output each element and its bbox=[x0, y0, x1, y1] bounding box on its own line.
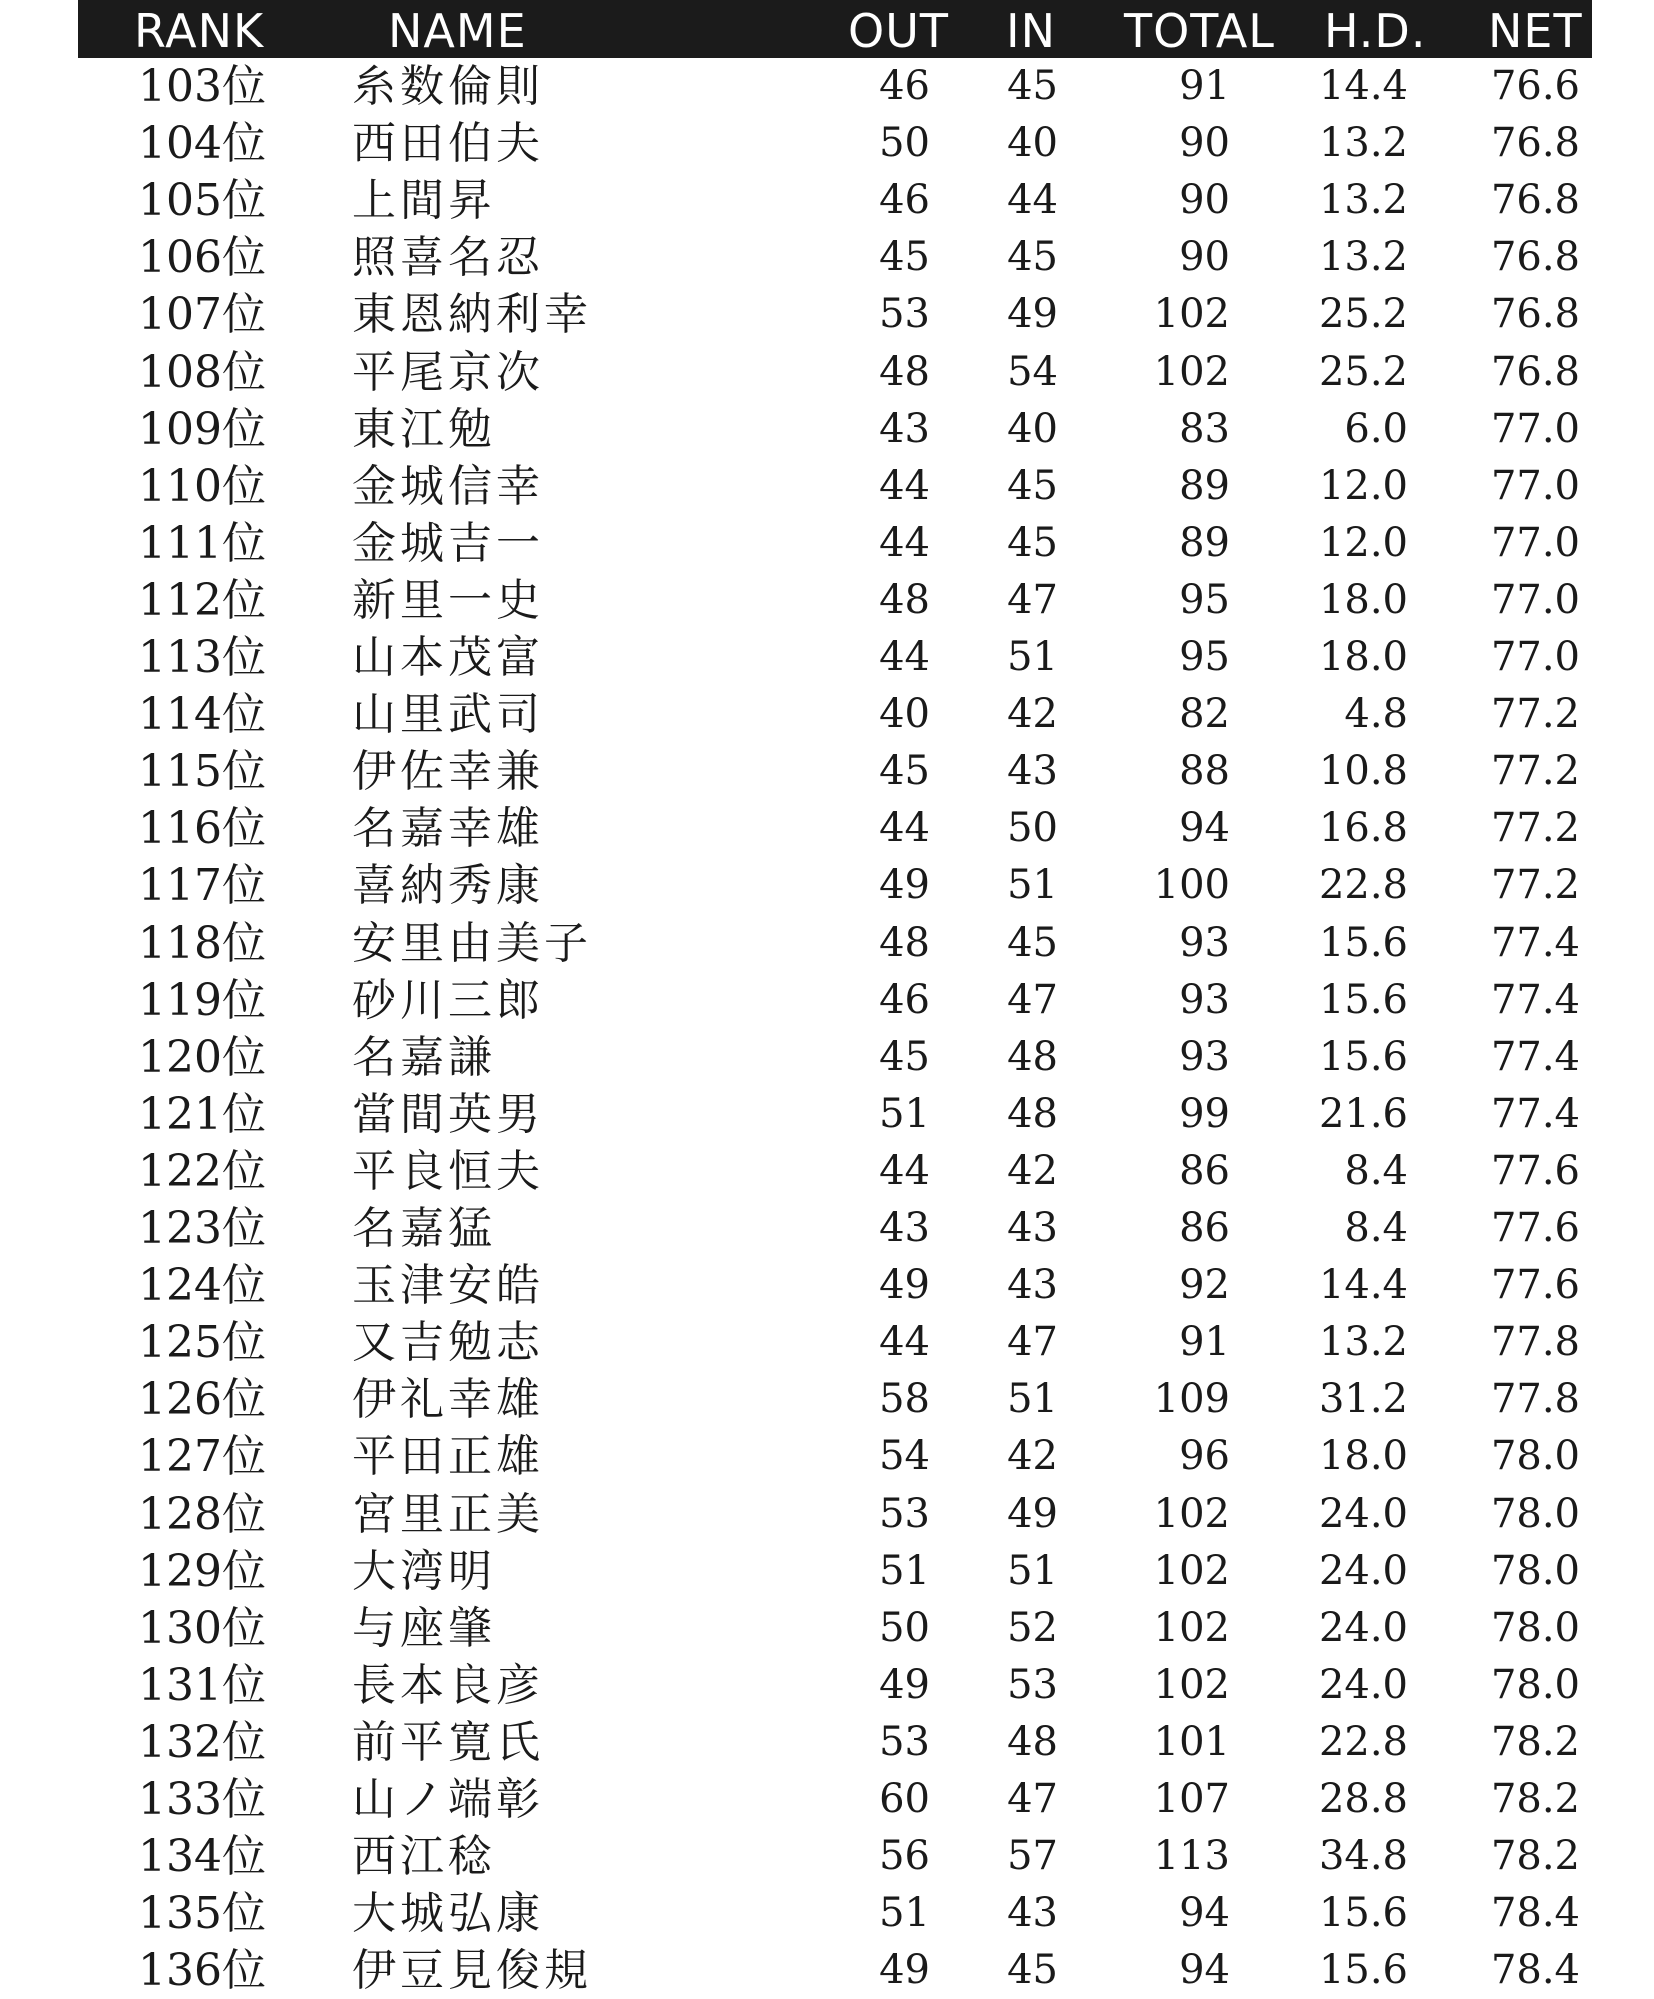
hd-cell: 24.0 bbox=[1318, 1604, 1408, 1651]
rank-cell: 129位 bbox=[138, 1545, 266, 1597]
out-cell: 48 bbox=[879, 348, 930, 395]
table-row bbox=[0, 515, 1654, 572]
name-cell: 大湾明 bbox=[352, 1545, 496, 1597]
in-cell: 45 bbox=[1007, 234, 1058, 281]
out-cell: 50 bbox=[879, 120, 930, 167]
hd-cell: 18.0 bbox=[1318, 634, 1408, 680]
total-cell: 93 bbox=[1179, 1033, 1230, 1080]
total-cell: 102 bbox=[1153, 291, 1230, 338]
total-cell: 94 bbox=[1179, 1947, 1230, 1994]
out-cell: 45 bbox=[879, 234, 930, 281]
in-cell: 45 bbox=[1007, 519, 1058, 566]
table-row bbox=[0, 401, 1654, 458]
net-cell: 76.8 bbox=[1490, 234, 1580, 281]
in-cell: 47 bbox=[1007, 1776, 1058, 1822]
total-cell: 82 bbox=[1179, 691, 1230, 738]
table-row bbox=[0, 857, 1654, 914]
hd-cell: 8.4 bbox=[1344, 1205, 1408, 1251]
hd-cell: 14.4 bbox=[1318, 63, 1408, 109]
total-cell: 92 bbox=[1179, 1262, 1230, 1309]
total-cell: 91 bbox=[1179, 1319, 1230, 1366]
in-cell: 45 bbox=[1007, 919, 1058, 966]
hd-cell: 12.0 bbox=[1318, 462, 1408, 509]
out-cell: 51 bbox=[879, 1547, 930, 1594]
total-cell: 83 bbox=[1179, 405, 1230, 452]
hd-cell: 24.0 bbox=[1318, 1547, 1408, 1594]
total-cell: 102 bbox=[1153, 1490, 1230, 1537]
net-cell: 78.4 bbox=[1490, 1947, 1580, 1994]
out-cell: 44 bbox=[879, 462, 930, 509]
name-cell: 山里武司 bbox=[352, 689, 544, 741]
total-cell: 102 bbox=[1153, 1547, 1230, 1594]
rank-cell: 123位 bbox=[138, 1203, 266, 1254]
out-cell: 49 bbox=[879, 862, 930, 909]
net-cell: 77.2 bbox=[1490, 748, 1580, 795]
in-cell: 51 bbox=[1007, 1547, 1058, 1594]
out-cell: 46 bbox=[879, 63, 930, 109]
table-header bbox=[78, 0, 1592, 58]
rank-cell: 126位 bbox=[138, 1374, 266, 1426]
table-row bbox=[0, 743, 1654, 800]
in-cell: 42 bbox=[1007, 691, 1058, 738]
table-row bbox=[0, 1314, 1654, 1371]
out-cell: 54 bbox=[879, 1433, 930, 1480]
in-cell: 45 bbox=[1007, 1947, 1058, 1994]
table-row bbox=[0, 1828, 1654, 1885]
net-cell: 77.0 bbox=[1490, 462, 1580, 509]
in-cell: 42 bbox=[1007, 1147, 1058, 1194]
name-cell: 伊豆見俊規 bbox=[352, 1945, 592, 1997]
hd-cell: 14.4 bbox=[1318, 1262, 1408, 1309]
name-cell: 東恩納利幸 bbox=[352, 289, 592, 341]
in-cell: 57 bbox=[1007, 1833, 1058, 1880]
net-cell: 77.8 bbox=[1490, 1319, 1580, 1366]
name-cell: 平尾京次 bbox=[352, 346, 544, 398]
net-cell: 77.0 bbox=[1490, 519, 1580, 566]
name-cell: 名嘉謙 bbox=[352, 1031, 496, 1083]
net-cell: 78.0 bbox=[1490, 1661, 1580, 1708]
rank-cell: 110位 bbox=[138, 460, 266, 512]
in-cell: 52 bbox=[1007, 1604, 1058, 1651]
rank-cell: 135位 bbox=[138, 1888, 266, 1940]
net-cell: 77.0 bbox=[1490, 576, 1580, 623]
net-cell: 78.2 bbox=[1490, 1718, 1580, 1765]
net-cell: 78.2 bbox=[1490, 1833, 1580, 1880]
total-cell: 95 bbox=[1179, 576, 1230, 623]
table-row bbox=[0, 972, 1654, 1029]
name-cell: 与座肇 bbox=[352, 1602, 496, 1654]
out-cell: 56 bbox=[879, 1833, 930, 1880]
hd-cell: 24.0 bbox=[1318, 1661, 1408, 1708]
net-cell: 78.0 bbox=[1490, 1604, 1580, 1651]
table-row bbox=[0, 1885, 1654, 1942]
total-cell: 86 bbox=[1179, 1147, 1230, 1194]
total-cell: 113 bbox=[1153, 1833, 1230, 1880]
in-cell: 47 bbox=[1007, 1319, 1058, 1366]
rank-cell: 112位 bbox=[138, 574, 266, 626]
in-cell: 47 bbox=[1007, 576, 1058, 623]
in-cell: 48 bbox=[1007, 1033, 1058, 1080]
in-cell: 51 bbox=[1007, 1376, 1058, 1423]
out-cell: 44 bbox=[879, 1319, 930, 1366]
hd-cell: 12.0 bbox=[1318, 519, 1408, 566]
total-cell: 94 bbox=[1179, 1890, 1230, 1937]
rank-cell: 130位 bbox=[138, 1602, 266, 1654]
in-cell: 50 bbox=[1007, 805, 1058, 852]
hd-cell: 8.4 bbox=[1344, 1147, 1408, 1194]
in-cell: 43 bbox=[1007, 1890, 1058, 1937]
rank-cell: 120位 bbox=[138, 1031, 266, 1083]
net-cell: 76.8 bbox=[1490, 120, 1580, 167]
out-cell: 46 bbox=[879, 177, 930, 224]
hd-cell: 13.2 bbox=[1318, 1319, 1408, 1366]
net-cell: 77.2 bbox=[1490, 691, 1580, 738]
in-cell: 45 bbox=[1007, 63, 1058, 109]
header-hd: H.D. bbox=[1324, 4, 1427, 58]
total-cell: 90 bbox=[1179, 177, 1230, 224]
name-cell: 前平寛氏 bbox=[352, 1716, 544, 1768]
out-cell: 58 bbox=[879, 1376, 930, 1423]
out-cell: 43 bbox=[879, 1205, 930, 1251]
name-cell: 長本良彦 bbox=[352, 1659, 544, 1711]
in-cell: 49 bbox=[1007, 291, 1058, 338]
name-cell: 玉津安皓 bbox=[352, 1260, 544, 1312]
total-cell: 93 bbox=[1179, 919, 1230, 966]
out-cell: 53 bbox=[879, 1718, 930, 1765]
table-row bbox=[0, 1086, 1654, 1143]
net-cell: 78.4 bbox=[1490, 1890, 1580, 1937]
out-cell: 44 bbox=[879, 519, 930, 566]
net-cell: 77.4 bbox=[1490, 919, 1580, 966]
net-cell: 77.2 bbox=[1490, 862, 1580, 909]
hd-cell: 15.6 bbox=[1318, 919, 1408, 966]
table-row bbox=[0, 1942, 1654, 1999]
total-cell: 90 bbox=[1179, 120, 1230, 167]
hd-cell: 18.0 bbox=[1318, 576, 1408, 623]
hd-cell: 10.8 bbox=[1318, 748, 1408, 795]
rank-cell: 107位 bbox=[138, 289, 266, 341]
in-cell: 53 bbox=[1007, 1661, 1058, 1708]
rank-cell: 115位 bbox=[138, 746, 266, 798]
name-cell: 宮里正美 bbox=[352, 1488, 544, 1540]
name-cell: 西江稔 bbox=[352, 1831, 496, 1883]
name-cell: 西田伯夫 bbox=[352, 118, 544, 170]
out-cell: 45 bbox=[879, 748, 930, 795]
net-cell: 76.8 bbox=[1490, 348, 1580, 395]
net-cell: 77.6 bbox=[1490, 1147, 1580, 1194]
table-row bbox=[0, 572, 1654, 629]
name-cell: 金城信幸 bbox=[352, 460, 544, 512]
total-cell: 96 bbox=[1179, 1433, 1230, 1480]
hd-cell: 13.2 bbox=[1318, 120, 1408, 167]
hd-cell: 25.2 bbox=[1318, 348, 1408, 395]
rank-cell: 109位 bbox=[138, 403, 266, 455]
table-row bbox=[0, 1600, 1654, 1657]
hd-cell: 15.6 bbox=[1318, 1890, 1408, 1937]
name-cell: 山ノ端彰 bbox=[352, 1774, 544, 1825]
out-cell: 49 bbox=[879, 1947, 930, 1994]
header-in: IN bbox=[1006, 4, 1056, 58]
out-cell: 46 bbox=[879, 976, 930, 1023]
table-row bbox=[0, 1486, 1654, 1543]
out-cell: 44 bbox=[879, 1147, 930, 1194]
net-cell: 77.6 bbox=[1490, 1262, 1580, 1309]
name-cell: 金城吉一 bbox=[352, 517, 544, 569]
net-cell: 78.2 bbox=[1490, 1776, 1580, 1822]
name-cell: 當間英男 bbox=[352, 1088, 544, 1140]
header-out: OUT bbox=[848, 4, 949, 58]
rank-cell: 125位 bbox=[138, 1317, 266, 1369]
table-row bbox=[0, 686, 1654, 743]
net-cell: 77.4 bbox=[1490, 1033, 1580, 1080]
table-row bbox=[0, 915, 1654, 972]
out-cell: 43 bbox=[879, 405, 930, 452]
out-cell: 44 bbox=[879, 634, 930, 680]
out-cell: 48 bbox=[879, 576, 930, 623]
out-cell: 49 bbox=[879, 1661, 930, 1708]
hd-cell: 25.2 bbox=[1318, 291, 1408, 338]
in-cell: 51 bbox=[1007, 634, 1058, 680]
name-cell: 上間昇 bbox=[352, 175, 496, 227]
in-cell: 43 bbox=[1007, 1262, 1058, 1309]
rank-cell: 103位 bbox=[138, 61, 266, 112]
table-row bbox=[0, 1257, 1654, 1314]
in-cell: 48 bbox=[1007, 1090, 1058, 1137]
out-cell: 51 bbox=[879, 1090, 930, 1137]
total-cell: 107 bbox=[1153, 1776, 1230, 1822]
rank-cell: 104位 bbox=[138, 118, 266, 170]
table-row bbox=[0, 458, 1654, 515]
hd-cell: 34.8 bbox=[1318, 1833, 1408, 1880]
header-name: NAME bbox=[388, 4, 527, 58]
rank-cell: 131位 bbox=[138, 1659, 266, 1711]
rank-cell: 124位 bbox=[138, 1260, 266, 1312]
rank-cell: 119位 bbox=[138, 974, 266, 1026]
table-row bbox=[0, 229, 1654, 286]
table-row bbox=[0, 1371, 1654, 1428]
net-cell: 78.0 bbox=[1490, 1547, 1580, 1594]
out-cell: 40 bbox=[879, 691, 930, 738]
hd-cell: 13.2 bbox=[1318, 177, 1408, 224]
hd-cell: 6.0 bbox=[1344, 405, 1408, 452]
in-cell: 44 bbox=[1007, 177, 1058, 224]
hd-cell: 15.6 bbox=[1318, 976, 1408, 1023]
hd-cell: 21.6 bbox=[1318, 1090, 1408, 1137]
hd-cell: 15.6 bbox=[1318, 1947, 1408, 1994]
total-cell: 93 bbox=[1179, 976, 1230, 1023]
total-cell: 100 bbox=[1153, 862, 1230, 909]
net-cell: 78.0 bbox=[1490, 1433, 1580, 1480]
in-cell: 47 bbox=[1007, 976, 1058, 1023]
rank-cell: 111位 bbox=[138, 517, 266, 569]
name-cell: 山本茂富 bbox=[352, 632, 544, 683]
name-cell: 又吉勉志 bbox=[352, 1317, 544, 1369]
total-cell: 86 bbox=[1179, 1205, 1230, 1251]
name-cell: 伊礼幸雄 bbox=[352, 1374, 544, 1426]
rank-cell: 116位 bbox=[138, 803, 266, 855]
total-cell: 102 bbox=[1153, 348, 1230, 395]
name-cell: 新里一史 bbox=[352, 574, 544, 626]
total-cell: 99 bbox=[1179, 1090, 1230, 1137]
rank-cell: 127位 bbox=[138, 1431, 266, 1483]
hd-cell: 24.0 bbox=[1318, 1490, 1408, 1537]
table-row bbox=[0, 344, 1654, 401]
total-cell: 94 bbox=[1179, 805, 1230, 852]
net-cell: 76.8 bbox=[1490, 177, 1580, 224]
table-row bbox=[0, 1428, 1654, 1485]
table-row bbox=[0, 1200, 1654, 1257]
name-cell: 糸数倫則 bbox=[352, 61, 544, 112]
table-row bbox=[0, 800, 1654, 857]
out-cell: 49 bbox=[879, 1262, 930, 1309]
rank-cell: 136位 bbox=[138, 1945, 266, 1997]
table-row bbox=[0, 1143, 1654, 1200]
name-cell: 名嘉幸雄 bbox=[352, 803, 544, 855]
table-row bbox=[0, 1771, 1654, 1828]
total-cell: 88 bbox=[1179, 748, 1230, 795]
table-row bbox=[0, 286, 1654, 343]
total-cell: 89 bbox=[1179, 462, 1230, 509]
net-cell: 77.4 bbox=[1490, 976, 1580, 1023]
name-cell: 平良恒夫 bbox=[352, 1145, 544, 1197]
in-cell: 40 bbox=[1007, 120, 1058, 167]
net-cell: 77.0 bbox=[1490, 405, 1580, 452]
in-cell: 49 bbox=[1007, 1490, 1058, 1537]
out-cell: 48 bbox=[879, 919, 930, 966]
name-cell: 安里由美子 bbox=[352, 917, 592, 969]
name-cell: 喜納秀康 bbox=[352, 860, 544, 912]
out-cell: 60 bbox=[879, 1776, 930, 1822]
in-cell: 43 bbox=[1007, 1205, 1058, 1251]
total-cell: 102 bbox=[1153, 1604, 1230, 1651]
total-cell: 95 bbox=[1179, 634, 1230, 680]
hd-cell: 31.2 bbox=[1318, 1376, 1408, 1423]
total-cell: 91 bbox=[1179, 63, 1230, 109]
rank-cell: 133位 bbox=[138, 1774, 266, 1825]
in-cell: 43 bbox=[1007, 748, 1058, 795]
rank-cell: 128位 bbox=[138, 1488, 266, 1540]
total-cell: 89 bbox=[1179, 519, 1230, 566]
table-row bbox=[0, 1657, 1654, 1714]
name-cell: 伊佐幸兼 bbox=[352, 746, 544, 798]
in-cell: 54 bbox=[1007, 348, 1058, 395]
net-cell: 77.8 bbox=[1490, 1376, 1580, 1423]
in-cell: 48 bbox=[1007, 1718, 1058, 1765]
hd-cell: 4.8 bbox=[1344, 691, 1408, 738]
name-cell: 砂川三郎 bbox=[352, 974, 544, 1026]
total-cell: 90 bbox=[1179, 234, 1230, 281]
table-row bbox=[0, 1714, 1654, 1771]
header-total: TOTAL bbox=[1124, 4, 1275, 58]
hd-cell: 22.8 bbox=[1318, 1718, 1408, 1765]
total-cell: 102 bbox=[1153, 1661, 1230, 1708]
in-cell: 40 bbox=[1007, 405, 1058, 452]
out-cell: 50 bbox=[879, 1604, 930, 1651]
rank-cell: 113位 bbox=[138, 632, 266, 683]
hd-cell: 28.8 bbox=[1318, 1776, 1408, 1822]
net-cell: 77.2 bbox=[1490, 805, 1580, 852]
out-cell: 51 bbox=[879, 1890, 930, 1937]
in-cell: 42 bbox=[1007, 1433, 1058, 1480]
rank-cell: 118位 bbox=[138, 917, 266, 969]
hd-cell: 22.8 bbox=[1318, 862, 1408, 909]
name-cell: 大城弘康 bbox=[352, 1888, 544, 1940]
net-cell: 77.6 bbox=[1490, 1205, 1580, 1251]
header-net: NET bbox=[1488, 4, 1583, 58]
hd-cell: 15.6 bbox=[1318, 1033, 1408, 1080]
net-cell: 78.0 bbox=[1490, 1490, 1580, 1537]
hd-cell: 18.0 bbox=[1318, 1433, 1408, 1480]
name-cell: 東江勉 bbox=[352, 403, 496, 455]
header-rank: RANK bbox=[134, 4, 265, 58]
table-row bbox=[0, 115, 1654, 172]
rank-cell: 121位 bbox=[138, 1088, 266, 1140]
net-cell: 76.6 bbox=[1490, 63, 1580, 109]
rank-cell: 134位 bbox=[138, 1831, 266, 1883]
net-cell: 77.4 bbox=[1490, 1090, 1580, 1137]
in-cell: 45 bbox=[1007, 462, 1058, 509]
net-cell: 77.0 bbox=[1490, 634, 1580, 680]
name-cell: 平田正雄 bbox=[352, 1431, 544, 1483]
table-row bbox=[0, 172, 1654, 229]
net-cell: 76.8 bbox=[1490, 291, 1580, 338]
table-row bbox=[0, 1543, 1654, 1600]
rank-cell: 132位 bbox=[138, 1716, 266, 1768]
out-cell: 53 bbox=[879, 291, 930, 338]
total-cell: 101 bbox=[1153, 1718, 1230, 1765]
hd-cell: 16.8 bbox=[1318, 805, 1408, 852]
total-cell: 109 bbox=[1153, 1376, 1230, 1423]
name-cell: 照喜名忍 bbox=[352, 232, 544, 284]
rank-cell: 106位 bbox=[138, 232, 266, 284]
rank-cell: 122位 bbox=[138, 1145, 266, 1197]
table-row bbox=[0, 629, 1654, 686]
hd-cell: 13.2 bbox=[1318, 234, 1408, 281]
rank-cell: 117位 bbox=[138, 860, 266, 912]
out-cell: 45 bbox=[879, 1033, 930, 1080]
table-row bbox=[0, 58, 1654, 115]
rank-cell: 114位 bbox=[138, 689, 266, 741]
rank-cell: 108位 bbox=[138, 346, 266, 398]
rank-cell: 105位 bbox=[138, 175, 266, 227]
name-cell: 名嘉猛 bbox=[352, 1203, 496, 1254]
in-cell: 51 bbox=[1007, 862, 1058, 909]
out-cell: 44 bbox=[879, 805, 930, 852]
out-cell: 53 bbox=[879, 1490, 930, 1537]
table-row bbox=[0, 1029, 1654, 1086]
